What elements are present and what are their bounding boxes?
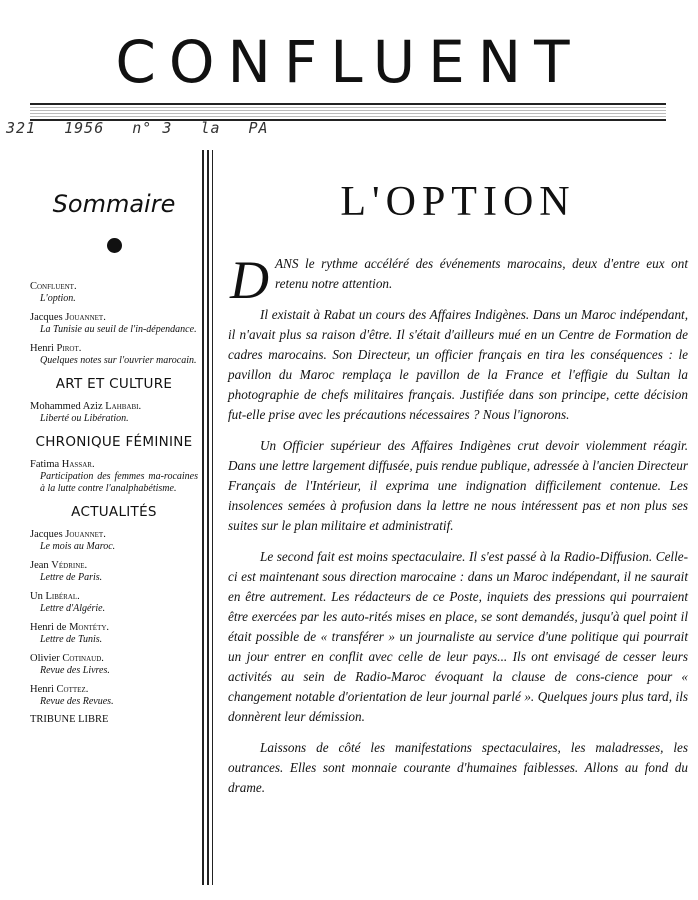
section-heading-actualites: ACTUALITÉS <box>71 504 157 520</box>
toc-author <box>30 683 198 696</box>
toc-author-name: Jouannet. <box>65 312 106 323</box>
toc-article: Lettre de Paris. <box>40 572 103 583</box>
toc-author-first: Un <box>30 591 43 602</box>
toc-entry <box>30 683 198 708</box>
toc-author-name: Pirot. <box>56 343 82 354</box>
toc-author-name: Cottez. <box>56 684 89 695</box>
handwritten-annotation <box>6 119 306 137</box>
toc-author <box>30 400 198 413</box>
article-paragraph: Il existait à Rabat un cours des Affaires Indigènes. Dans un Maroc indépendant, il n'avait plus sa raison d'être. Il s'était d'ailleurs mué en un Centre de Formation de cadres marocains. Son Directeur, un officier français en tira les conséquences : le pavillon du Maroc remplaça le pavillon de la France et l'effigie du Sultan la photographie de chefs militaires français. Justifiée dans son principe, cette décision fut-elle prise avec les précautions nécessaires ? Nous l'ignorons. <box>228 307 688 422</box>
toc-author-first: Jean <box>30 560 49 571</box>
section-heading-art: ART ET CULTURE <box>55 376 173 392</box>
article-paragraph: Laissons de côté les manifestations spectaculaires, les maladresses, les outrances. Elles sont monnaie courante d'humaines faiblesses. Allons au fond du drame. <box>228 740 688 795</box>
column-divider <box>202 150 204 885</box>
article-lead-paragraph <box>228 250 688 310</box>
article-paragraph: Un Officier supérieur des Affaires Indigènes crut devoir violemment réagir. Dans une lettre largement diffusée, puis rendue publique, adressée à l'ancien Directeur Français de l'Intérieur, il exprima une indignation difficilement contenue. Les insolences semées à profusion dans la lettre ne nous intéressent pas et non plus ses suites sur le plan militaire et administratif. <box>228 438 689 533</box>
article-title: L'OPTION <box>340 179 576 225</box>
toc-article: Participation des femmes ma-rocaines à la lutte contre l'analphabétisme. <box>40 471 198 494</box>
toc-author-name: Cotinaud. <box>62 653 104 664</box>
toc-article: La Tunisie au seuil de l'in-dépendance. <box>40 324 197 335</box>
section-heading-feminine: CHRONIQUE FÉMININE <box>35 434 193 450</box>
toc-entry <box>30 559 198 584</box>
toc-author <box>30 342 198 355</box>
toc-author-name: Montéty. <box>69 622 110 633</box>
toc-article: Revue des Livres. <box>40 665 110 676</box>
handwritten-note-b: PA <box>248 119 269 137</box>
masthead: CONFLUENT <box>115 28 583 96</box>
toc-author <box>30 458 198 471</box>
toc-entry <box>30 652 198 677</box>
toc-author-first: Jacques <box>30 529 63 540</box>
handwritten-year: 1956 <box>64 119 105 137</box>
toc-author-first: Henri <box>30 684 54 695</box>
toc-tribune-libre: TRIBUNE LIBRE <box>30 714 109 725</box>
toc-article: Revue des Revues. <box>40 696 114 707</box>
toc-entry <box>30 342 198 367</box>
toc-entry <box>30 280 198 305</box>
toc-article: Liberté ou Libération. <box>40 413 129 424</box>
article-paragraph: Le second fait est moins spectaculaire. Il s'est passé à la Radio-Diffusion. Celle-ci est maintenant sous direction marocaine : dans un Maroc indépendant, il ne saurait en être autrement. Les rédacteurs de ce Poste, inquiets des pressions qui pourraient être exercées par les auto-rités mises en place, se sont demandés, jusqu'à quel point il était possible de « transférer » un journaliste au service d'une politique qui pourrait un jour entrer en conflit avec celle de leur pays... Ils ont envisagé de cesser leurs activités au sein de Radio-Maroc évoquant la clause de cons-cience pour « changement notable d'orientation de leur journal parlé ». Quelques jours plus tard, ils donnèrent leur démission. <box>228 549 688 724</box>
toc-article: Lettre de Tunis. <box>40 634 103 645</box>
toc-entry <box>30 621 198 646</box>
handwritten-issue: n° 3 <box>132 119 173 137</box>
toc-entry <box>30 590 198 615</box>
column-divider <box>212 150 213 885</box>
sommaire-title: Sommaire <box>52 190 176 218</box>
toc-author-name: Hassar. <box>61 459 95 470</box>
toc-author-first: Henri de <box>30 622 67 633</box>
toc-author-name: Libéral. <box>45 591 80 602</box>
toc-author <box>30 559 198 572</box>
toc-article: L'option. <box>40 293 76 304</box>
toc-author <box>30 652 198 665</box>
toc-author <box>30 280 198 293</box>
toc-entry <box>30 458 198 495</box>
column-divider <box>207 150 209 885</box>
toc-entry <box>30 400 198 425</box>
toc-author <box>30 621 198 634</box>
sommaire-dot <box>107 238 122 253</box>
toc-entry <box>30 311 198 336</box>
drop-cap: D <box>230 250 269 310</box>
toc-article: Quelques notes sur l'ouvrier marocain. <box>40 355 197 366</box>
sidebar-sommaire <box>30 190 198 725</box>
toc-article: Le mois au Maroc. <box>40 541 116 552</box>
toc-author-first: Henri <box>30 343 54 354</box>
toc-author-first: Jacques <box>30 312 63 323</box>
handwritten-number: 321 <box>6 119 37 137</box>
toc-author-first: Fatima <box>30 459 60 470</box>
toc-author <box>30 590 198 603</box>
toc-author-name: Védrine. <box>51 560 88 571</box>
toc-author <box>30 311 198 324</box>
toc-author-first: Olivier <box>30 653 60 664</box>
toc-article: Lettre d'Algérie. <box>40 603 106 614</box>
lead-text: ANS le rythme accéléré des événements marocains, deux d'entre eux ont retenu notre attention. <box>275 256 688 291</box>
toc-author-name: Jouannet. <box>65 529 106 540</box>
handwritten-note-a: la <box>200 119 221 137</box>
toc-entry <box>30 528 198 553</box>
toc-author-first: Mohammed Aziz <box>30 401 103 412</box>
toc-author-name: Confluent. <box>30 281 77 292</box>
main-article <box>228 178 688 809</box>
toc-author-name: Lahbabi. <box>105 401 142 412</box>
toc-author <box>30 528 198 541</box>
